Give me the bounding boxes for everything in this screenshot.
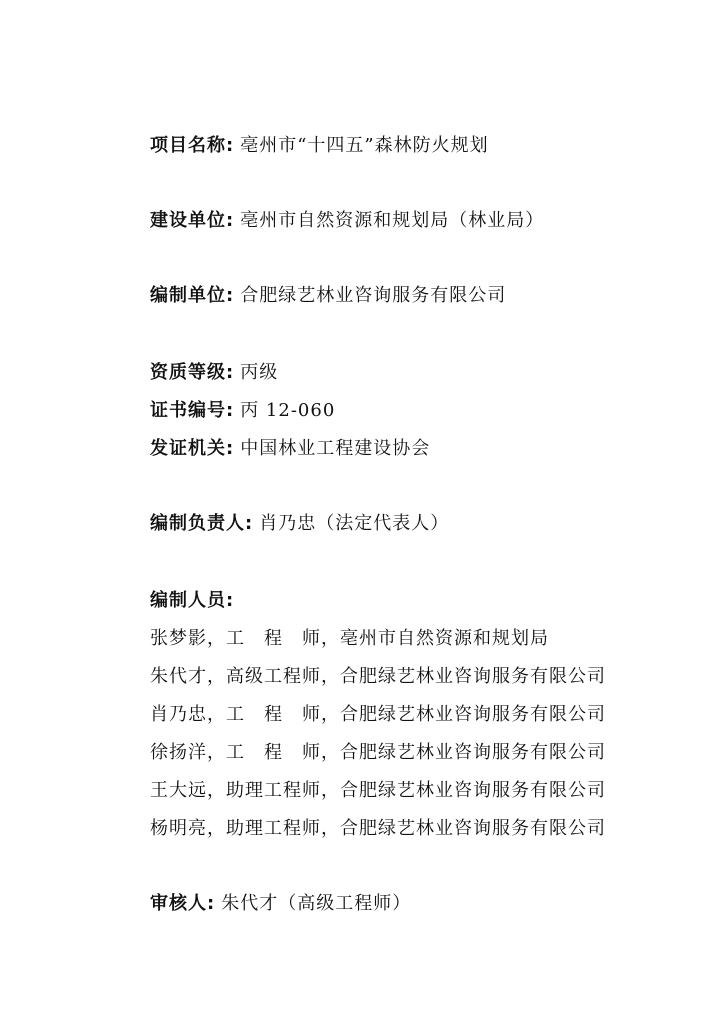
staff-label: 编制人员: bbox=[150, 590, 235, 611]
reviewer-label: 审核人: bbox=[150, 893, 216, 914]
staff-heading-row bbox=[150, 589, 234, 613]
qualification-value: 丙级 bbox=[240, 362, 279, 383]
builder-row bbox=[150, 209, 544, 233]
builder-value: 亳州市自然资源和规划局（林业局） bbox=[240, 210, 545, 231]
staff-member: 杨明亮，助理工程师，合肥绿艺林业咨询服务有限公司 bbox=[150, 818, 606, 839]
certificate-row bbox=[150, 399, 335, 423]
staff-member: 朱代才，高级工程师，合肥绿艺林业咨询服务有限公司 bbox=[150, 666, 606, 687]
project-name-value: 亳州市“十四五”森林防火规划 bbox=[240, 135, 489, 156]
project-name-label: 项目名称: bbox=[150, 135, 235, 156]
qualification-row bbox=[150, 361, 278, 385]
issuer-row bbox=[150, 437, 430, 461]
leader-value: 肖乃忠（法定代表人） bbox=[259, 513, 450, 534]
staff-member: 王大远，助理工程师，合肥绿艺林业咨询服务有限公司 bbox=[150, 780, 606, 801]
staff-member: 张梦影，工 程 师，亳州市自然资源和规划局 bbox=[150, 628, 549, 649]
compiler-row bbox=[150, 284, 506, 308]
leader-row bbox=[150, 512, 449, 536]
issuer-value: 中国林业工程建设协会 bbox=[240, 438, 431, 459]
issuer-label: 发证机关: bbox=[150, 438, 235, 459]
certificate-label: 证书编号: bbox=[150, 400, 235, 421]
project-name-row bbox=[150, 134, 489, 158]
staff-member: 肖乃忠，工 程 师，合肥绿艺林业咨询服务有限公司 bbox=[150, 704, 606, 725]
certificate-value: 丙 12-060 bbox=[240, 400, 336, 421]
builder-label: 建设单位: bbox=[150, 210, 235, 231]
leader-label: 编制负责人: bbox=[150, 513, 254, 534]
staff-member: 徐扬洋，工 程 师，合肥绿艺林业咨询服务有限公司 bbox=[150, 742, 606, 763]
qualification-label: 资质等级: bbox=[150, 362, 235, 383]
reviewer-row bbox=[150, 892, 411, 916]
reviewer-value: 朱代才（高级工程师） bbox=[221, 893, 412, 914]
compiler-label: 编制单位: bbox=[150, 285, 235, 306]
compiler-value: 合肥绿艺林业咨询服务有限公司 bbox=[240, 285, 507, 306]
